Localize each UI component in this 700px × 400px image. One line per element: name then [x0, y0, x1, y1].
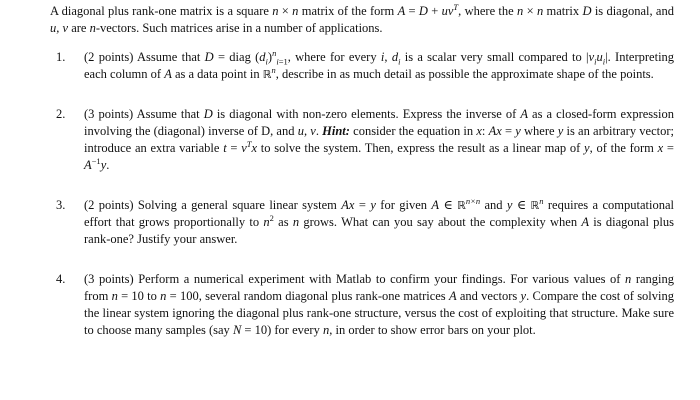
problem-4 [56, 271, 674, 339]
problem-text: (3 points) Perform a numerical experiment with Matlab to confirm your findings. For various values of n ranging from n = 10 to n = 100, several random diagonal plus rank-one matrices A and vectors y. Compare the cost of solving the linear system ignoring the diagonal plus rank-one structure, versus the cost of exploiting that structure. Make sure to choose many samples (say N = 10) for every n, in order to show error bars on your plot. [84, 272, 675, 337]
problem-number: 1. [56, 50, 66, 64]
intro-paragraph: A diagonal plus rank-one matrix is a square n × n matrix of the form $A = D + uv^T$, where the n × n matrix D is diagonal, and u, v are n-vectors. Such matrices arise in a number of applications. [50, 1, 674, 35]
problem-number: 2. [56, 107, 66, 121]
problem-number: 3. [56, 198, 66, 212]
problem-text: (3 points) Assume that D is diagonal with non-zero elements. Express the inverse of A as a closed-form expression involving the (diagonal) inverse of D, and u, v. Hint: consider the equation in x: Ax = y where y is an arbitrary vector; introduce an extra variable $t = v^Tx$ to solve the system. Then, express the result as a linear map of y, of the form $x = A^{-1}y$. [84, 107, 675, 172]
problem-number: 4. [56, 272, 66, 286]
problem-text: (2 points) Solving a general square linear system Ax = y for given A ∈ ℝ$^{n\times n}$ and y ∈ ℝ$^n$ requires a computational effort that grows proportionally to $n^2$ as n grows. What can you say about the complexity when A is diagonal plus rank-one? Justify your answer. [84, 195, 675, 246]
problem-list [56, 49, 674, 339]
problem-2 [56, 106, 674, 174]
problem-text: (2 points) Assume that D = diag $(d_i)^n_{i=1}$, where for every i, $d_i$ is a scalar very small compared to $|v_iu_i|$. Interpreting each column of A as a data point in ℝ$^n$, describe in as much detail as possible the approximate shape of the points. [84, 47, 675, 81]
problem-1 [56, 49, 674, 83]
problem-3 [56, 197, 674, 248]
